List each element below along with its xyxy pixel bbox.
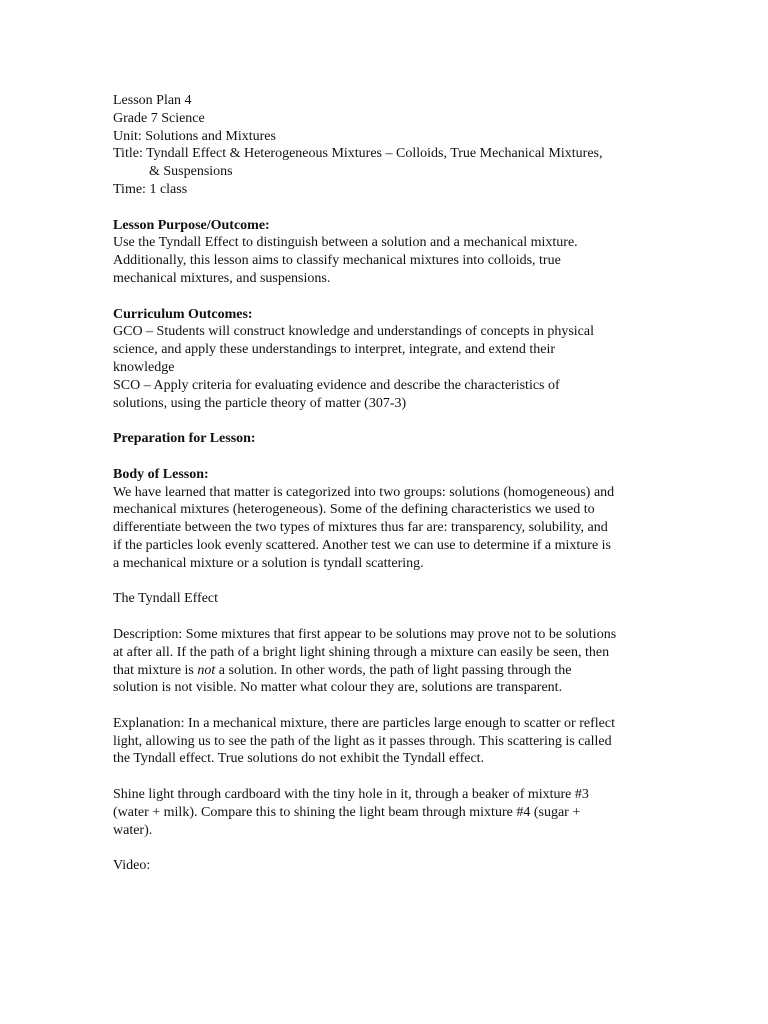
purpose-section bbox=[113, 217, 658, 288]
description-text-3 bbox=[113, 662, 658, 680]
body-heading: Body of Lesson: bbox=[113, 466, 209, 482]
preparation-section bbox=[113, 430, 658, 448]
activity-text-3: water). bbox=[113, 822, 153, 838]
grade-line: Grade 7 Science bbox=[113, 110, 205, 126]
body-text-1: We have learned that matter is categorized into two groups: solutions (homogeneous) and bbox=[113, 484, 615, 500]
body-text-2: mechanical mixtures (heterogeneous). Some of the defining characteristics we used to bbox=[113, 502, 595, 518]
spacer bbox=[113, 199, 658, 217]
activity-text-2: (water + milk). Compare this to shining the light beam through mixture #4 (sugar + bbox=[113, 804, 581, 820]
description-text-2: at after all. If the path of a bright light shining through a mixture can easily be seen, then bbox=[113, 644, 610, 660]
description-text-1: Description: Some mixtures that first appear to be solutions may prove not to be solutions bbox=[113, 626, 617, 642]
spacer bbox=[113, 768, 658, 786]
lesson-number: Lesson Plan 4 bbox=[113, 93, 192, 108]
explanation-text-2: light, allowing us to see the path of the light as it passes through. This scattering is called bbox=[113, 733, 612, 749]
gco-text-3: knowledge bbox=[113, 359, 175, 375]
explanation-text-3: the Tyndall effect. True solutions do not exhibit the Tyndall effect. bbox=[113, 751, 485, 767]
spacer bbox=[113, 573, 658, 591]
description-text-3-post: a solution. In other words, the path of light passing through the bbox=[215, 662, 572, 678]
video-label: Video: bbox=[113, 858, 151, 874]
emphasis-not: not bbox=[197, 662, 216, 678]
description-text-4: solution is not visible. No matter what colour they are, solutions are transparent. bbox=[113, 680, 563, 696]
unit-line: Unit: Solutions and Mixtures bbox=[113, 128, 276, 144]
body-text-3: differentiate between the two types of mixtures thus far are: transparency, solubility, and bbox=[113, 520, 608, 536]
curriculum-heading: Curriculum Outcomes: bbox=[113, 306, 253, 322]
sco-text-1: SCO – Apply criteria for evaluating evidence and describe the characteristics of bbox=[113, 377, 560, 393]
spacer bbox=[113, 839, 658, 857]
body-section bbox=[113, 466, 658, 573]
purpose-text-2: Additionally, this lesson aims to classify mechanical mixtures into colloids, true bbox=[113, 253, 561, 269]
spacer bbox=[113, 608, 658, 626]
body-text-4: if the particles look evenly scattered. Another test we can use to determine if a mixture is bbox=[113, 537, 611, 553]
purpose-text-1: Use the Tyndall Effect to distinguish between a solution and a mechanical mixture. bbox=[113, 235, 578, 251]
lesson-header bbox=[113, 92, 658, 199]
title-line-2: & Suspensions bbox=[149, 164, 233, 180]
spacer bbox=[113, 288, 658, 306]
explanation-section bbox=[113, 715, 658, 768]
purpose-heading: Lesson Purpose/Outcome: bbox=[113, 217, 270, 233]
gco-text-2: science, and apply these understandings to interpret, integrate, and extend their bbox=[113, 342, 556, 358]
document-page bbox=[113, 92, 658, 875]
explanation-text-1: Explanation: In a mechanical mixture, there are particles large enough to scatter or reflect bbox=[113, 715, 615, 731]
tyndall-subtitle: The Tyndall Effect bbox=[113, 591, 219, 607]
spacer bbox=[113, 697, 658, 715]
preparation-heading: Preparation for Lesson: bbox=[113, 431, 256, 447]
time-line: Time: 1 class bbox=[113, 181, 188, 197]
title-line-1: Title: Tyndall Effect & Heterogeneous Mixtures – Colloids, True Mechanical Mixtures, bbox=[113, 146, 603, 162]
description-section bbox=[113, 626, 658, 697]
activity-section bbox=[113, 786, 658, 839]
curriculum-section bbox=[113, 306, 658, 413]
purpose-text-3: mechanical mixtures, and suspensions. bbox=[113, 270, 331, 286]
body-text-5: a mechanical mixture or a solution is tyndall scattering. bbox=[113, 555, 424, 571]
activity-text-1: Shine light through cardboard with the tiny hole in it, through a beaker of mixture #3 bbox=[113, 787, 589, 803]
sco-text-2: solutions, using the particle theory of matter (307-3) bbox=[113, 395, 407, 411]
gco-text-1: GCO – Students will construct knowledge and understandings of concepts in physical bbox=[113, 324, 594, 340]
description-text-3-pre: that mixture is bbox=[113, 662, 198, 678]
spacer bbox=[113, 448, 658, 466]
spacer bbox=[113, 412, 658, 430]
